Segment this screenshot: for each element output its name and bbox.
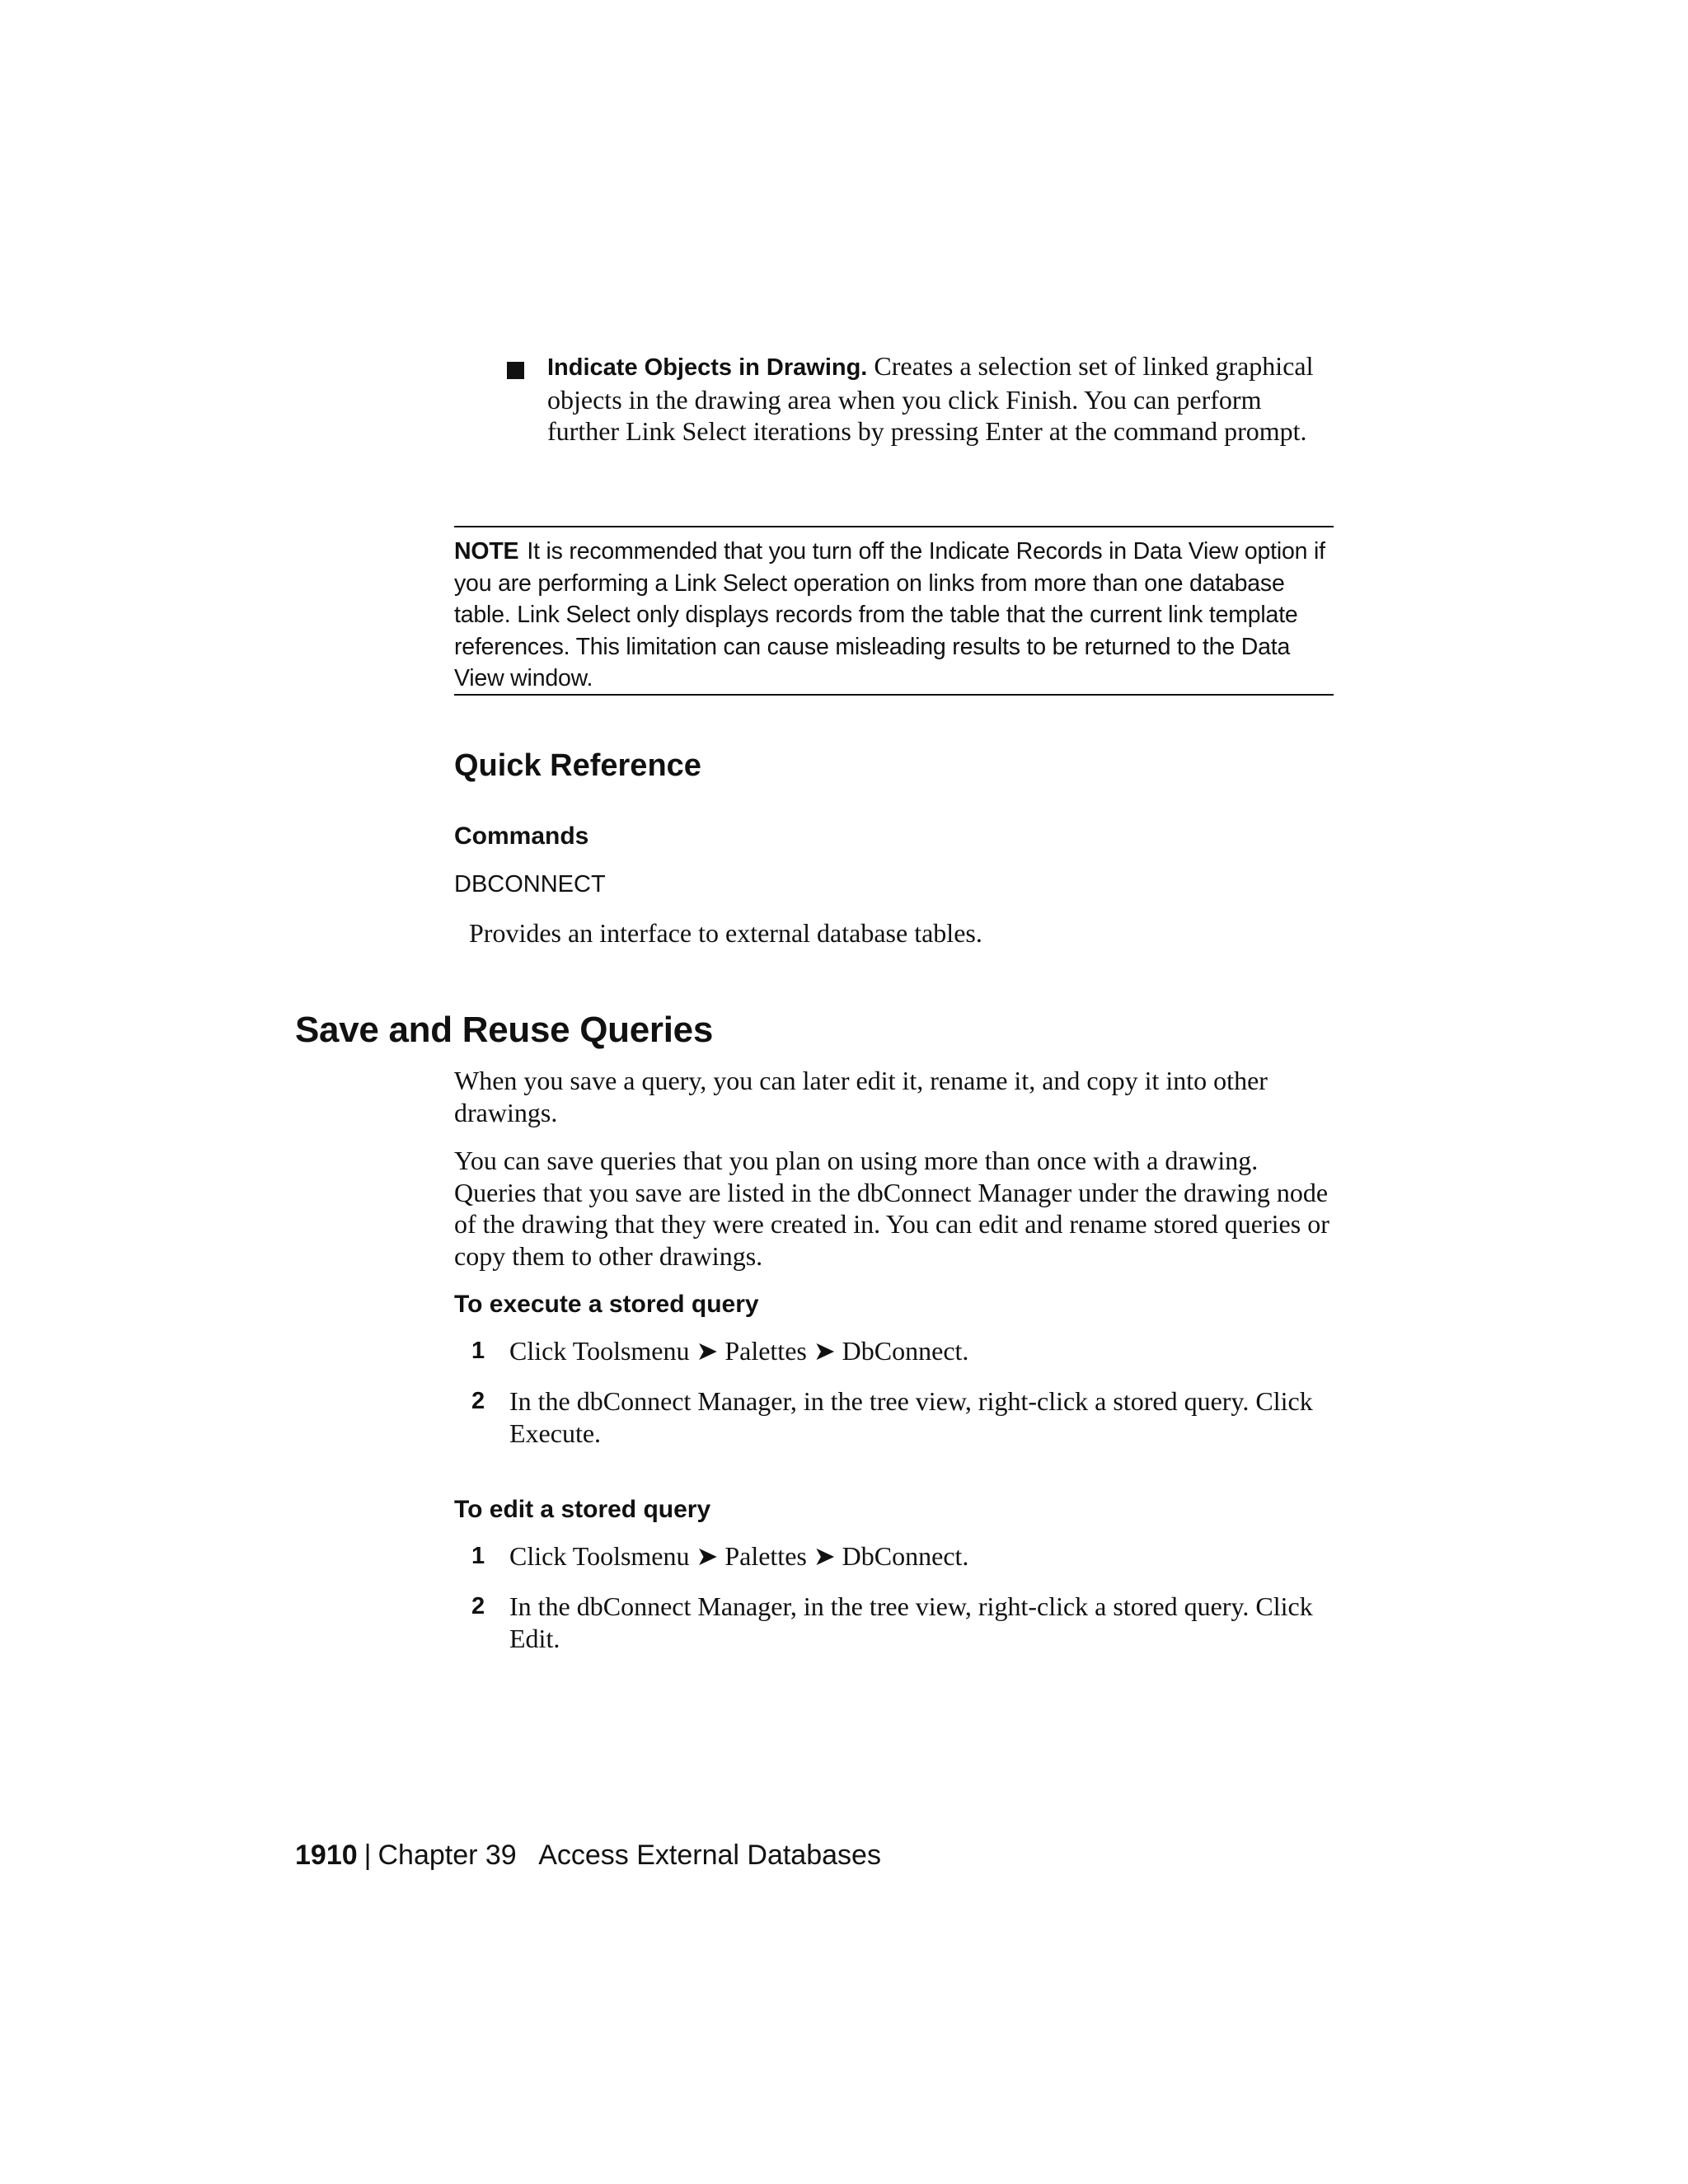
section-paragraph: You can save queries that you plan on using more than once with a drawing. Queries that you save are listed in the dbConnect Manager under the drawing node of the drawing that they were created in. You can edit and rename stored queries or copy them to other drawings. <box>454 1146 1329 1271</box>
note-top-rule <box>454 526 1334 527</box>
note-bottom-rule <box>454 694 1334 696</box>
footer-separator: | <box>363 1840 372 1871</box>
step-number: 1 <box>471 1543 485 1569</box>
footer-chapter: Chapter 39 <box>377 1840 517 1871</box>
bullet-text: Creates a selection set of linked graphical objects in the drawing area when you click Finish. You can perform further Link Select iterations by pressing Enter at the command prompt. <box>547 351 1314 446</box>
step-number: 1 <box>471 1338 485 1364</box>
footer-chapter-title: Access External Databases <box>538 1840 881 1871</box>
page-number: 1910 <box>295 1840 358 1871</box>
step-number: 2 <box>471 1593 485 1619</box>
command-name: DBCONNECT <box>454 871 606 898</box>
bullet-item <box>547 350 1339 448</box>
step-text: Click Toolsmenu ➤ Palettes ➤ DbConnect. <box>509 1541 969 1571</box>
step-number: 2 <box>471 1388 485 1414</box>
quick-reference-heading: Quick Reference <box>454 748 701 783</box>
note-box <box>454 536 1334 695</box>
page-footer <box>295 1838 881 1872</box>
bullet-term: Indicate Objects in Drawing. <box>547 354 868 381</box>
step-text: In the dbConnect Manager, in the tree view, right-click a stored query. Click Edit. <box>509 1591 1313 1653</box>
commands-heading: Commands <box>454 823 589 850</box>
command-description: Provides an interface to external database tables. <box>469 918 982 948</box>
bullet-square-icon <box>507 362 524 379</box>
note-label: NOTE <box>454 538 519 565</box>
procedure-heading: To execute a stored query <box>454 1291 759 1318</box>
step-text: In the dbConnect Manager, in the tree view, right-click a stored query. Click Execute. <box>509 1386 1313 1448</box>
section-paragraph: When you save a query, you can later edit it, rename it, and copy it into other drawings. <box>454 1066 1268 1127</box>
section-title: Save and Reuse Queries <box>295 1010 713 1050</box>
note-text: It is recommended that you turn off the Indicate Records in Data View option if you are performing a Link Select operation on links from more than one database table. Link Select only displays records from the table that the current link template references. This limitation can cause misleading results to be returned to the Data View window. <box>454 538 1325 691</box>
step-text: Click Toolsmenu ➤ Palettes ➤ DbConnect. <box>509 1336 969 1366</box>
procedure-heading: To edit a stored query <box>454 1496 711 1523</box>
